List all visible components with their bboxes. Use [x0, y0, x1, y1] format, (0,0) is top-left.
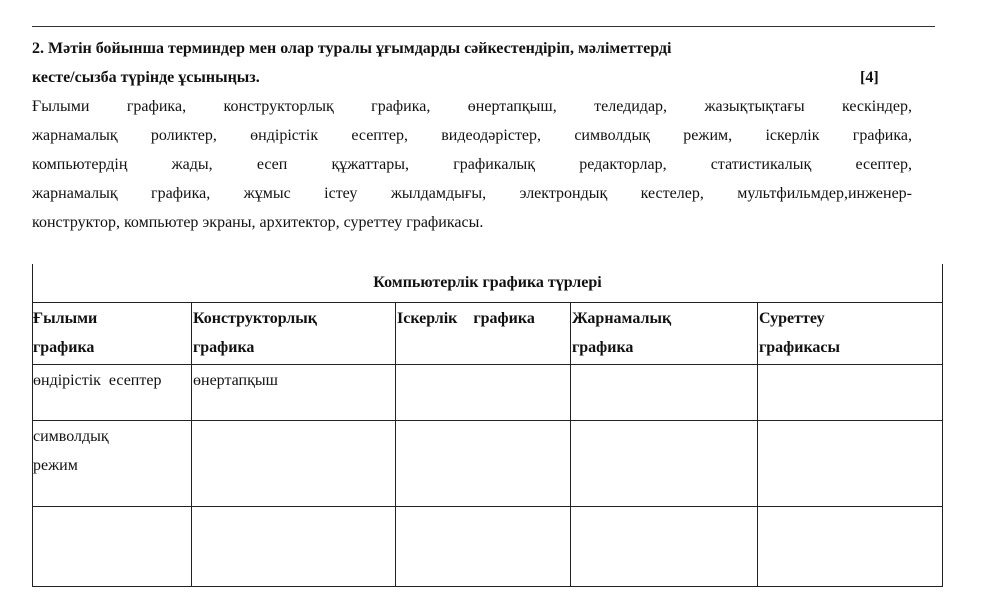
column-header-line-2: графика [193, 339, 255, 356]
task-heading-line-1: 2. Мәтін бойынша терминдер мен олар туралы ұғымдарды сәйкестендіріп, мәліметтерді [32, 40, 672, 57]
cell-text: өндірістік есептер [33, 372, 162, 389]
terms-line-4: жарнамалық графика, жұмыс істеу жылдамдығы, электрондық кестелер, мультфильмдер,инженер- [32, 185, 912, 202]
terms-line-3: компьютердің жады, есеп құжаттары, графикалық редакторлар, статистикалық есептер, [32, 156, 912, 173]
task-heading-line-2: кесте/сызба түрінде ұсыныңыз. [32, 69, 260, 86]
column-separator-1 [191, 302, 192, 587]
column-separator-4 [757, 302, 758, 587]
column-header-line-1: Конструкторлық [193, 310, 317, 327]
terms-line-1: Ғылыми графика, конструкторлық графика, өнертапқыш, теледидар, жазықтықтағы кескіндер, [32, 98, 912, 115]
table-border-right [942, 264, 943, 587]
column-header-line-2: графика [33, 339, 95, 356]
table-cell-r2c1 [33, 422, 189, 480]
table-title: Компьютерлік графика түрлері [373, 274, 602, 291]
task-heading [32, 34, 892, 92]
column-header-line-2: графикасы [759, 339, 841, 356]
table-title-divider [32, 302, 943, 303]
column-header-line-1: Жарнамалық [572, 310, 672, 327]
column-header-business [397, 304, 569, 333]
column-header-line-1: Іскерлік графика [397, 310, 535, 327]
terms-line-2: жарнамалық роликтер, өндірістік есептер, видеодәрістер, символдық режим, іскерлік графика, [32, 127, 912, 144]
column-separator-3 [570, 302, 571, 587]
points-label: [4] [860, 69, 879, 86]
column-header-line-2: графика [572, 339, 634, 356]
table-cell-r1c1 [33, 366, 191, 395]
cell-text: өнертапқыш [193, 372, 278, 389]
terms-line-5: конструктор, компьютер экраны, архитектор, суреттеу графикасы. [32, 214, 484, 231]
top-divider [32, 26, 935, 27]
column-header-scientific [33, 304, 189, 362]
table-cell-r1c2 [193, 366, 393, 395]
cell-text-line-1: символдық [33, 428, 109, 445]
column-header-line-1: Суреттеу [759, 310, 825, 327]
terms-paragraph [32, 92, 912, 237]
table-row-divider-2 [32, 506, 943, 507]
column-header-line-1: Ғылыми [33, 310, 98, 327]
table-header-divider [32, 364, 943, 365]
column-separator-2 [395, 302, 396, 587]
table-border-bottom [32, 586, 943, 587]
cell-text-line-2: режим [33, 457, 78, 474]
table-row-divider-1 [32, 420, 943, 421]
graphics-types-table [32, 264, 943, 587]
column-header-advertising [572, 304, 756, 362]
column-header-design [193, 304, 393, 362]
column-header-illustration [759, 304, 939, 362]
